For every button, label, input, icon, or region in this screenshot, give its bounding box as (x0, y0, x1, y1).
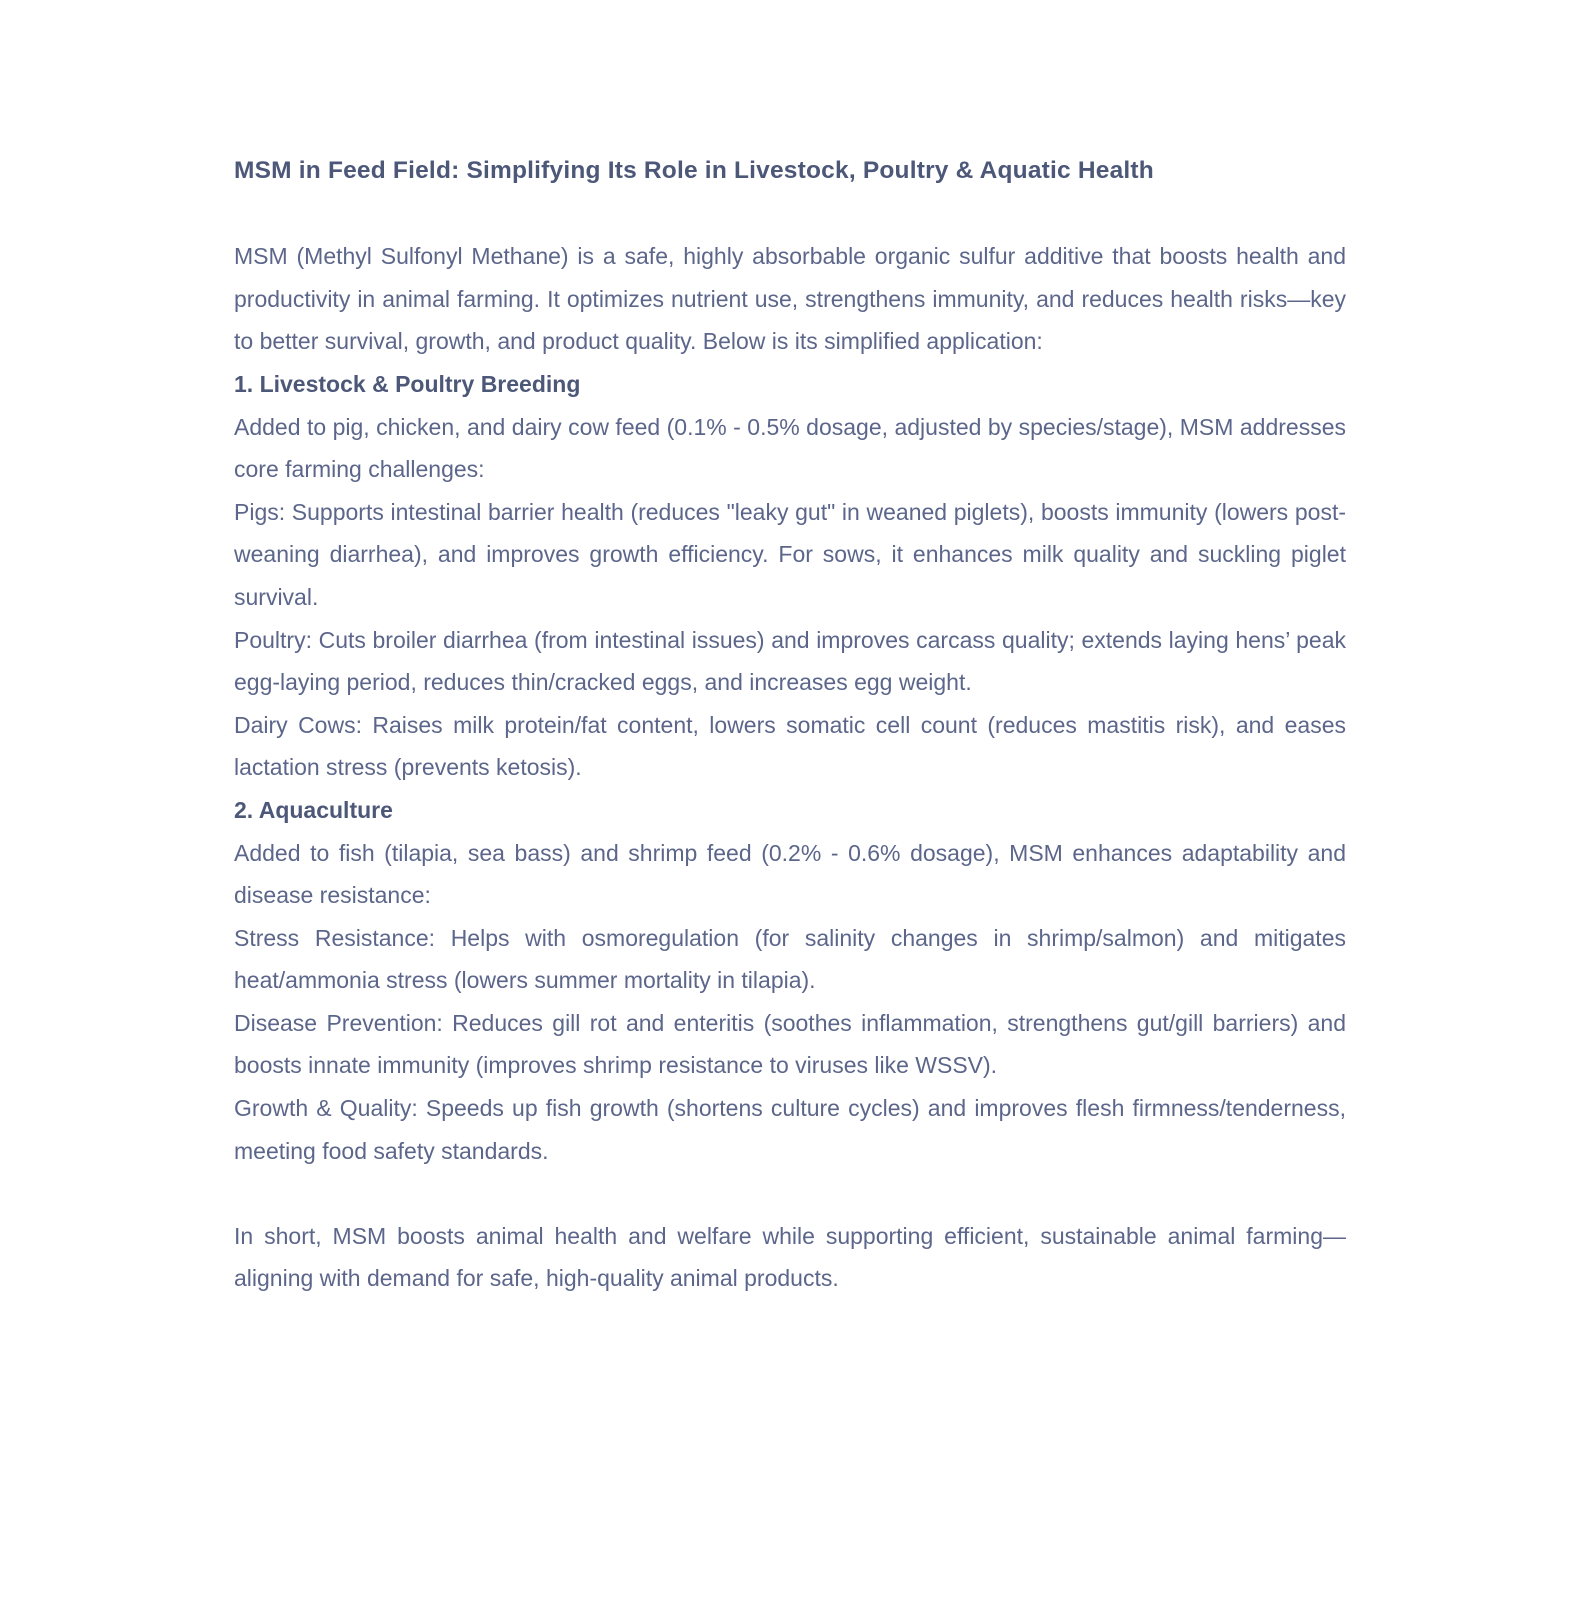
section-heading-livestock-poultry: 1. Livestock & Poultry Breeding (234, 370, 581, 397)
document-content (234, 150, 1346, 1300)
paragraph-disease-prevention: Disease Prevention: Reduces gill rot and enteritis (soothes inflammation, strengthens gut/gill barriers) and boosts innate immunity (improves shrimp resistance to viruses like WSSV). (234, 1009, 1346, 1079)
paragraph-growth-quality: Growth & Quality: Speeds up fish growth (shortens culture cycles) and improves flesh firmness/tenderness, meeting food safety standards. (234, 1095, 1346, 1164)
blank-line (234, 1172, 1346, 1215)
paragraph-livestock-dosage: Added to pig, chicken, and dairy cow feed (0.1% - 0.5% dosage, adjusted by species/stage), MSM addresses core farming challenges: (234, 413, 1346, 483)
paragraph-pigs: Pigs: Supports intestinal barrier health (reduces "leaky gut" in weaned piglets), boosts immunity (lowers post-weaning diarrhea), and improves growth efficiency. For sows, it enhances milk quality and suckling piglet survival. (234, 498, 1346, 610)
paragraph-intro: MSM (Methyl Sulfonyl Methane) is a safe, highly absorbable organic sulfur additive that boosts health and productivity in animal farming. It optimizes nutrient use, strengthens immunity, and reduces health risks—key to better survival, growth, and product quality. Below is its simplified application: (234, 243, 1346, 355)
document-title: MSM in Feed Field: Simplifying Its Role in Livestock, Poultry & Aquatic Health (234, 157, 1154, 184)
paragraph-summary: In short, MSM boosts animal health and welfare while supporting efficient, sustainable animal farming—aligning with demand for safe, high-quality animal products. (234, 1222, 1346, 1292)
paragraph-aquaculture-dosage: Added to fish (tilapia, sea bass) and shrimp feed (0.2% - 0.6% dosage), MSM enhances adaptability and disease resistance: (234, 839, 1346, 909)
paragraph-stress-resistance: Stress Resistance: Helps with osmoregulation (for salinity changes in shrimp/salmon) and mitigates heat/ammonia stress (lowers summer mortality in tilapia). (234, 924, 1346, 994)
section-heading-aquaculture: 2. Aquaculture (234, 796, 393, 823)
paragraph-poultry: Poultry: Cuts broiler diarrhea (from intestinal issues) and improves carcass quality; extends laying hens’ peak egg-laying period, reduces thin/cracked eggs, and increases egg weight. (234, 626, 1346, 696)
paragraph-dairy-cows: Dairy Cows: Raises milk protein/fat content, lowers somatic cell count (reduces mastitis risk), and eases lactation stress (prevents ketosis). (234, 711, 1346, 781)
